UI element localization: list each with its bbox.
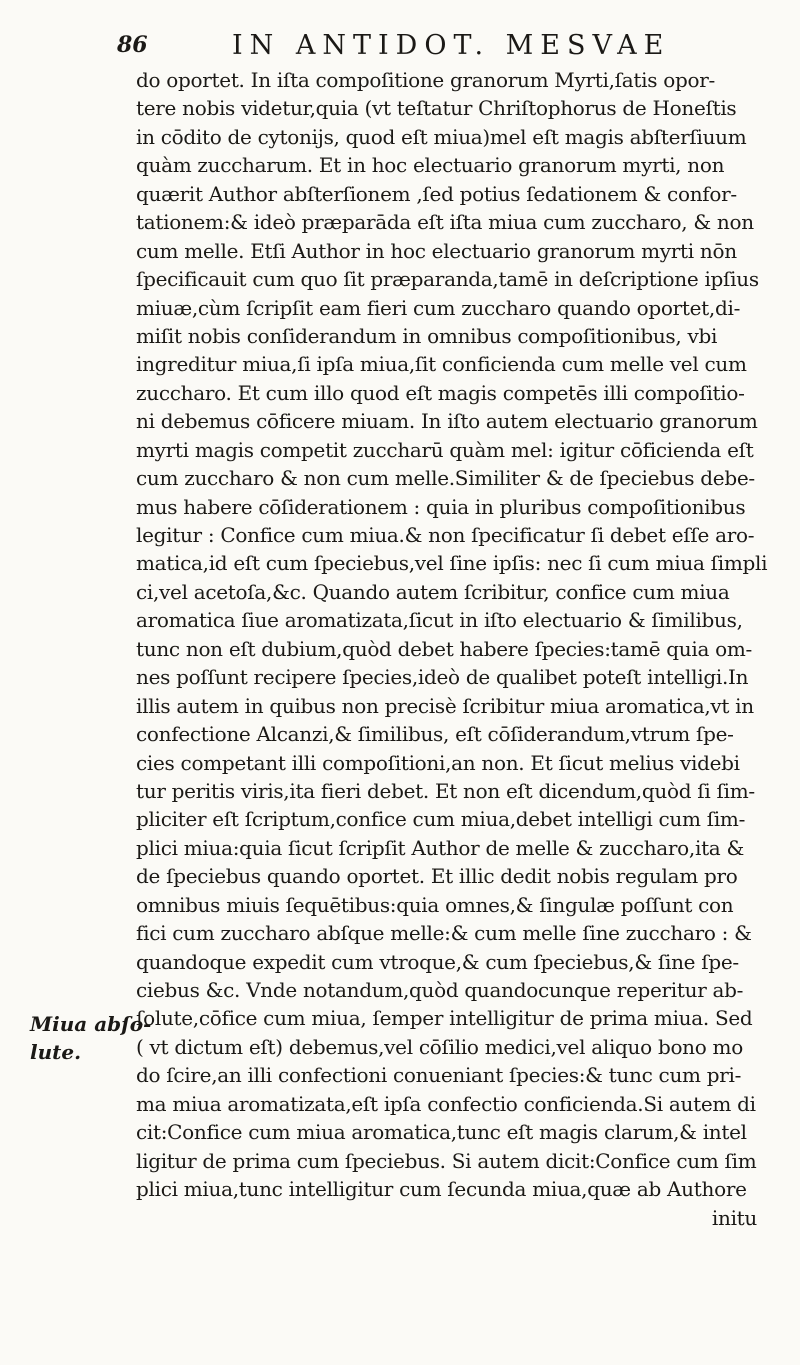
text-line: cies competant illi compoſitioni,an non. Et ſicut melius videbi <box>136 750 740 775</box>
text-line: illis autem in quibus non precisè ſcribitur miua aromatica,vt in <box>136 693 754 718</box>
text-line: aromatica ſiue aromatizata,ſicut in iſto electuario & ſimilibus, <box>136 608 743 633</box>
text-line: do ſcire,an illi confectioni conueniant ſpecies:& tunc cum pri- <box>136 1063 742 1088</box>
text-line: pliciter eſt ſcriptum,confice cum miua,debet intelligi cum ſim- <box>136 807 746 832</box>
text-line: cum melle. Etſi Author in hoc electuario granorum myrti nōn <box>136 238 737 263</box>
margin-note-line: Miua abſo- <box>30 1012 152 1036</box>
text-line: zuccharo. Et cum illo quod eſt magis competēs illi compoſitio- <box>136 380 745 405</box>
text-line: de ſpeciebus quando oportet. Et illic dedit nobis regulam pro <box>136 864 738 889</box>
text-line: cum zuccharo & non cum melle.Similiter & de ſpeciebus debe- <box>136 466 755 491</box>
text-line: miſit nobis conſiderandum in omnibus compoſitionibus, vbi <box>136 323 718 348</box>
text-line: nes poſſunt recipere ſpecies,ideò de qualibet poteſt intelligi.In <box>136 665 749 690</box>
text-line: legitur : Confice cum miua.& non ſpecificatur ſi debet eſſe aro- <box>136 523 755 547</box>
text-line: myrti magis competit zuccharū quàm mel: igitur cōficienda eſt <box>136 437 754 462</box>
text-line: tationem:& ideò præparāda eſt iſta miua cum zuccharo, & non <box>136 210 754 235</box>
text-line: ( vt dictum eſt) debemus,vel cōſilio medici,vel aliquo bono mo <box>136 1034 743 1059</box>
margin-note-line: lute. <box>30 1040 82 1064</box>
text-line: mus habere cōſiderationem : quia in pluribus compoſitionibus <box>136 494 746 519</box>
text-line: ſolute,cōfice cum miua, ſemper intelligitur de prima miua. Sed <box>136 1006 753 1031</box>
text-line: in cōdito de cytonijs, quod eſt miua)mel eſt magis abſterſiuum <box>136 124 747 149</box>
text-line: quærit Author abſterſionem ,ſed potius ſedationem & confor- <box>136 181 737 206</box>
text-line: fici cum zuccharo abſque melle:& cum melle ſine zuccharo : & <box>136 921 752 946</box>
text-line: tunc non eſt dubium,quòd debet habere ſpecies:tamē quia om- <box>136 636 753 661</box>
page-header <box>0 30 800 66</box>
text-line: quandoque expedit cum vtroque,& cum ſpeciebus,& ſine ſpe- <box>136 949 739 974</box>
text-line: matica,id eſt cum ſpeciebus,vel ſine ipſis: nec ſi cum miua ſimpli <box>136 551 768 576</box>
page-number: 86 <box>117 32 148 58</box>
text-line: quàm zuccharum. Et in hoc electuario granorum myrti, non <box>136 153 725 178</box>
text-line: ci,vel acetoſa,&c. Quando autem ſcribitur, confice cum miua <box>136 579 730 604</box>
body-text <box>136 66 768 1232</box>
text-line: plici miua:quia ſicut ſcripſit Author de melle & zuccharo,ita & <box>136 835 744 860</box>
text-line: tur peritis viris,ita fieri debet. Et non eſt dicendum,quòd ſi ſim- <box>136 778 755 803</box>
running-head: IN ANTIDOT. MESVAE <box>232 30 671 61</box>
text-line: omnibus miuis ſequētibus:quia omnes,& ſingulæ poſſunt con <box>136 892 734 917</box>
text-line: confectione Alcanzi,& ſimilibus, eſt cōſiderandum,vtrum ſpe- <box>136 722 734 747</box>
text-line: ni debemus cōficere miuam. In iſto autem electuario granorum <box>136 409 758 434</box>
text-line: ligitur de prima cum ſpeciebus. Si autem dicit:Confice cum ſim <box>136 1148 757 1173</box>
text-line: cit:Confice cum miua aromatica,tunc eſt magis clarum,& intel <box>136 1120 747 1145</box>
text-line: miuæ,cùm ſcripſit eam fieri cum zuccharo quando oportet,di- <box>136 295 741 320</box>
text-line: ma miua aromatizata,eſt ipſa confectio conficienda.Si autem di <box>136 1091 756 1116</box>
text-line: tere nobis videtur,quia (vt teſtatur Chriſtophorus de Honeſtis <box>136 96 737 121</box>
text-line: plici miua,tunc intelligitur cum ſecunda miua,quæ ab Authore <box>136 1177 747 1202</box>
text-line: ciebus &c. Vnde notandum,quòd quandocunque reperitur ab- <box>136 978 744 1002</box>
text-line: ſpecificauit cum quo ſit præparanda,tamē in deſcriptione ipſius <box>136 267 759 292</box>
catchword: initu <box>711 1205 757 1230</box>
text-line: ingreditur miua,ſi ipſa miua,ſit conficienda cum melle vel cum <box>136 352 747 377</box>
text-line: do oportet. In iſta compoſitione granorum Myrti,ſatis opor- <box>136 68 715 92</box>
margin-note <box>30 1010 152 1066</box>
